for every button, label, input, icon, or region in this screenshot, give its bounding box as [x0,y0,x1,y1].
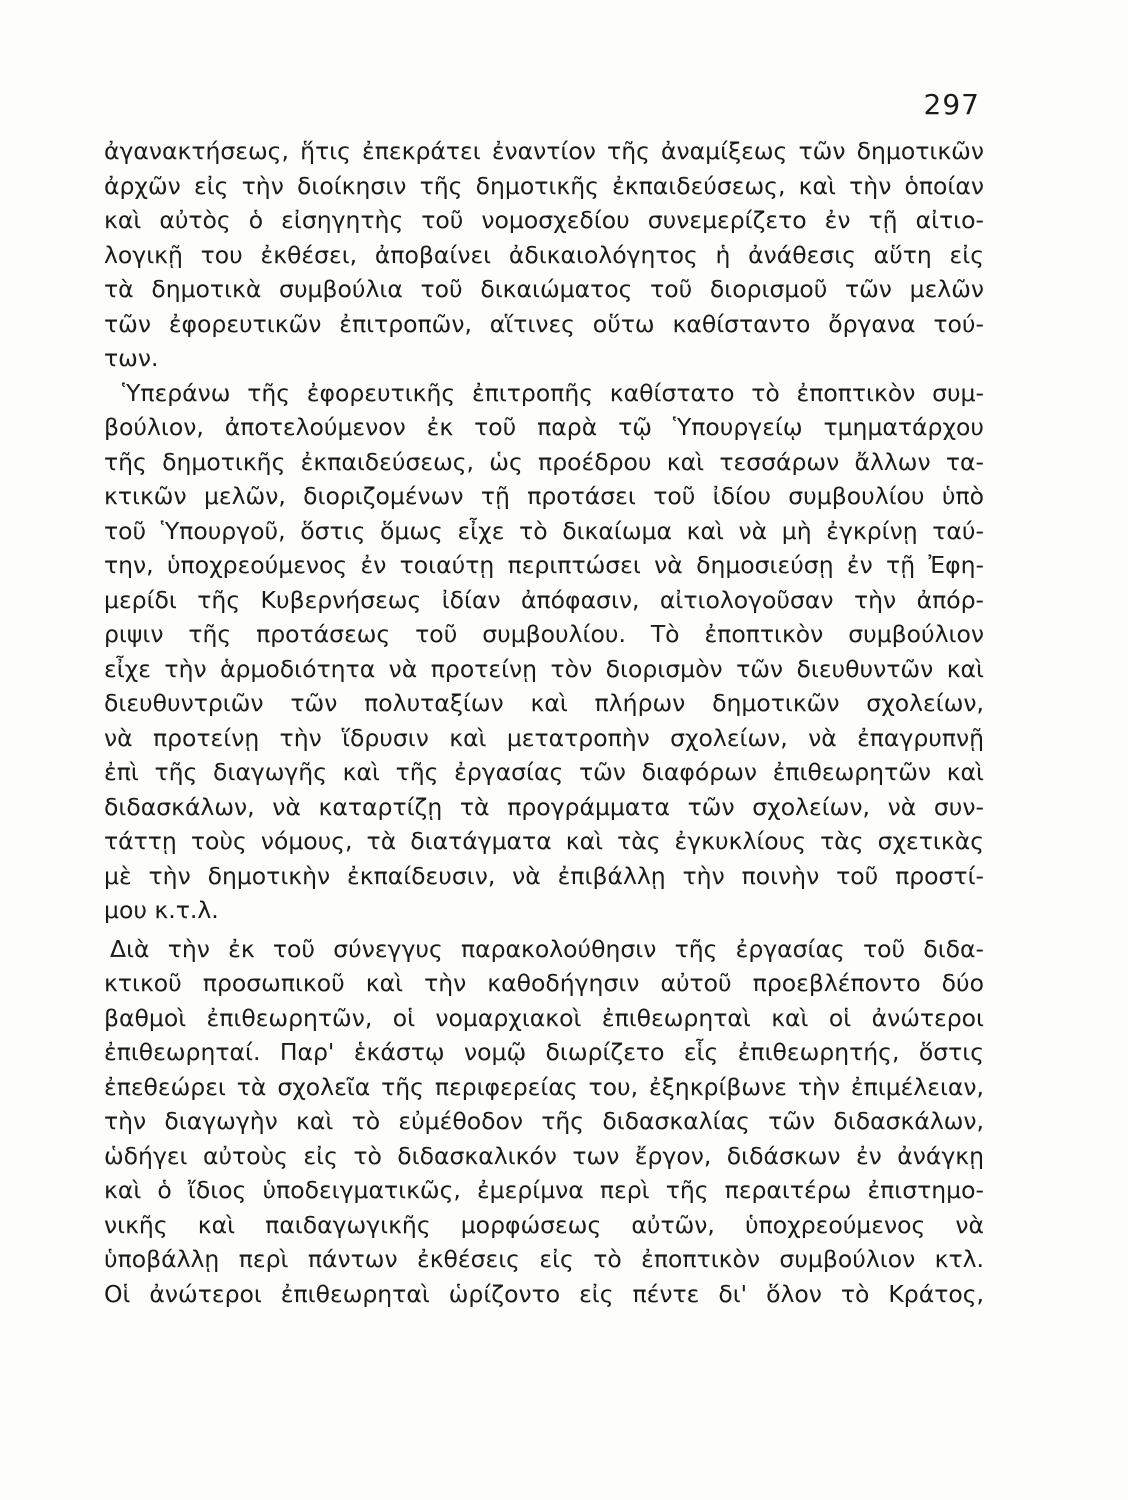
text-line: νὰ προτείνῃ τὴν ἵδρυσιν καὶ μετατροπὴν σχολείων, νὰ ἐπαγρυπνῇ [104,723,984,752]
text-line: ἐπεθεώρει τὰ σχολεῖα τῆς περιφερείας του, ἐξηκρίβωνε τὴν ἐπιμέλειαν, [104,1072,984,1101]
text-line: κτικοῦ προσωπικοῦ καὶ τὴν καθοδήγησιν αὐτοῦ προεβλέποντο δύο [104,969,984,997]
text-line: τῆς δημοτικῆς ἐκπαιδεύσεως, ὡς προέδρου καὶ τεσσάρων ἄλλων τα- [104,447,984,476]
text-line: νικῆς καὶ παιδαγωγικῆς μορφώσεως αὐτῶν, ὑποχρεούμενος νὰ [104,1210,984,1239]
text-line: τὰ δημοτικὰ συμβούλια τοῦ δικαιώματος τοῦ διορισμοῦ τῶν μελῶν [104,275,984,303]
paragraph [104,932,984,1312]
page-number: 297 [923,88,980,121]
text-line: καὶ αὐτὸς ὁ εἰσηγητὴς τοῦ νομοσχεδίου συνεμερίζετο ἐν τῇ αἰτιο- [104,206,984,234]
text-line: Ὑπεράνω τῆς ἐφορευτικῆς ἐπιτροπῆς καθίστατο τὸ ἐποπτικὸν συμ- [122,378,984,407]
text-line: ἀρχῶν εἰς τὴν διοίκησιν τῆς δημοτικῆς ἐκπαιδεύσεως, καὶ τὴν ὁποίαν [104,171,984,200]
text-line: τῶν ἐφορευτικῶν ἐπιτροπῶν, αἵτινες οὕτω καθίσταντο ὄργανα τού- [104,309,984,338]
text-line: των. [104,344,159,372]
text-line: ὡδήγει αὐτοὺς εἰς τὸ διδασκαλικόν των ἔργον, διδάσκων ἐν ἀνάγκῃ [104,1141,984,1170]
text-line: βαθμοὶ ἐπιθεωρητῶν, οἱ νομαρχιακοὶ ἐπιθεωρηταὶ καὶ οἱ ἀνώτεροι [104,1003,984,1032]
text-line: καὶ ὁ ἴδιος ὑποδειγματικῶς, ἐμερίμνα περὶ τῆς περαιτέρω ἐπιστημο- [104,1176,984,1204]
paragraph [104,376,984,928]
text-line: ὑποβάλλῃ περὶ πάντων ἐκθέσεις εἰς τὸ ἐποπτικὸν συμβούλιον κτλ. [104,1245,984,1273]
text-line: Οἱ ἀνώτεροι ἐπιθεωρηταὶ ὡρίζοντο εἰς πέντε δι' ὅλον τὸ Κράτος, [104,1279,984,1308]
text-line: Διὰ τὴν ἐκ τοῦ σύνεγγυς παρακολούθησιν τῆς ἐργασίας τοῦ διδα- [110,934,984,963]
text-line: βούλιον, ἀποτελούμενον ἐκ τοῦ παρὰ τῷ Ὑπουργείῳ τμηματάρχου [104,413,984,441]
text-line: ἀγανακτήσεως, ἥτις ἐπεκράτει ἐναντίον τῆς ἀναμίξεως τῶν δημοτικῶν [104,137,984,165]
text-line: διδασκάλων, νὰ καταρτίζῃ τὰ προγράμματα τῶν σχολείων, νὰ συν- [104,792,984,821]
text-line: διευθυντριῶν τῶν πολυταξίων καὶ πλήρων δημοτικῶν σχολείων, [104,689,984,717]
text-line: ἐπὶ τῆς διαγωγῆς καὶ τῆς ἐργασίας τῶν διαφόρων ἐπιθεωρητῶν καὶ [104,758,984,786]
paragraph [104,134,984,376]
text-line: μὲ τὴν δημοτικὴν ἐκπαίδευσιν, νὰ ἐπιβάλλῃ τὴν ποινὴν τοῦ προστί- [104,861,984,890]
text-line: ἐπιθεωρηταί. Παρ' ἑκάστῳ νομῷ διωρίζετο εἷς ἐπιθεωρητής, ὅστις [104,1038,984,1066]
text-line: κτικῶν μελῶν, διοριζομένων τῇ προτάσει τοῦ ἰδίου συμβουλίου ὑπὸ [104,482,984,510]
text-line: τοῦ Ὑπουργοῦ, ὅστις ὅμως εἶχε τὸ δικαίωμα καὶ νὰ μὴ ἐγκρίνῃ ταύ- [104,516,984,545]
text-line: την, ὑποχρεούμενος ἐν τοιαύτῃ περιπτώσει νὰ δημοσιεύσῃ ἐν τῇ Ἐφη- [104,551,984,579]
text-line: τάττῃ τοὺς νόμους, τὰ διατάγματα καὶ τὰς ἐγκυκλίους τὰς σχετικὰς [104,827,984,855]
text-line: εἶχε τὴν ἁρμοδιότητα νὰ προτείνῃ τὸν διορισμὸν τῶν διευθυντῶν καὶ [104,654,984,683]
text-line: ριψιν τῆς προτάσεως τοῦ συμβουλίου. Τὸ ἐποπτικὸν συμβούλιον [104,620,984,648]
text-line: μερίδι τῆς Κυβερνήσεως ἰδίαν ἀπόφασιν, αἰτιολογοῦσαν τὴν ἀπόρ- [104,585,984,614]
body-text [104,134,984,1311]
text-line: λογικῇ του ἐκθέσει, ἀποβαίνει ἀδικαιολόγητος ἡ ἀνάθεσις αὕτη εἰς [104,240,984,269]
text-line: τὴν διαγωγὴν καὶ τὸ εὐμέθοδον τῆς διδασκαλίας τῶν διδασκάλων, [104,1107,984,1135]
text-line: μου κ.τ.λ. [104,896,219,924]
